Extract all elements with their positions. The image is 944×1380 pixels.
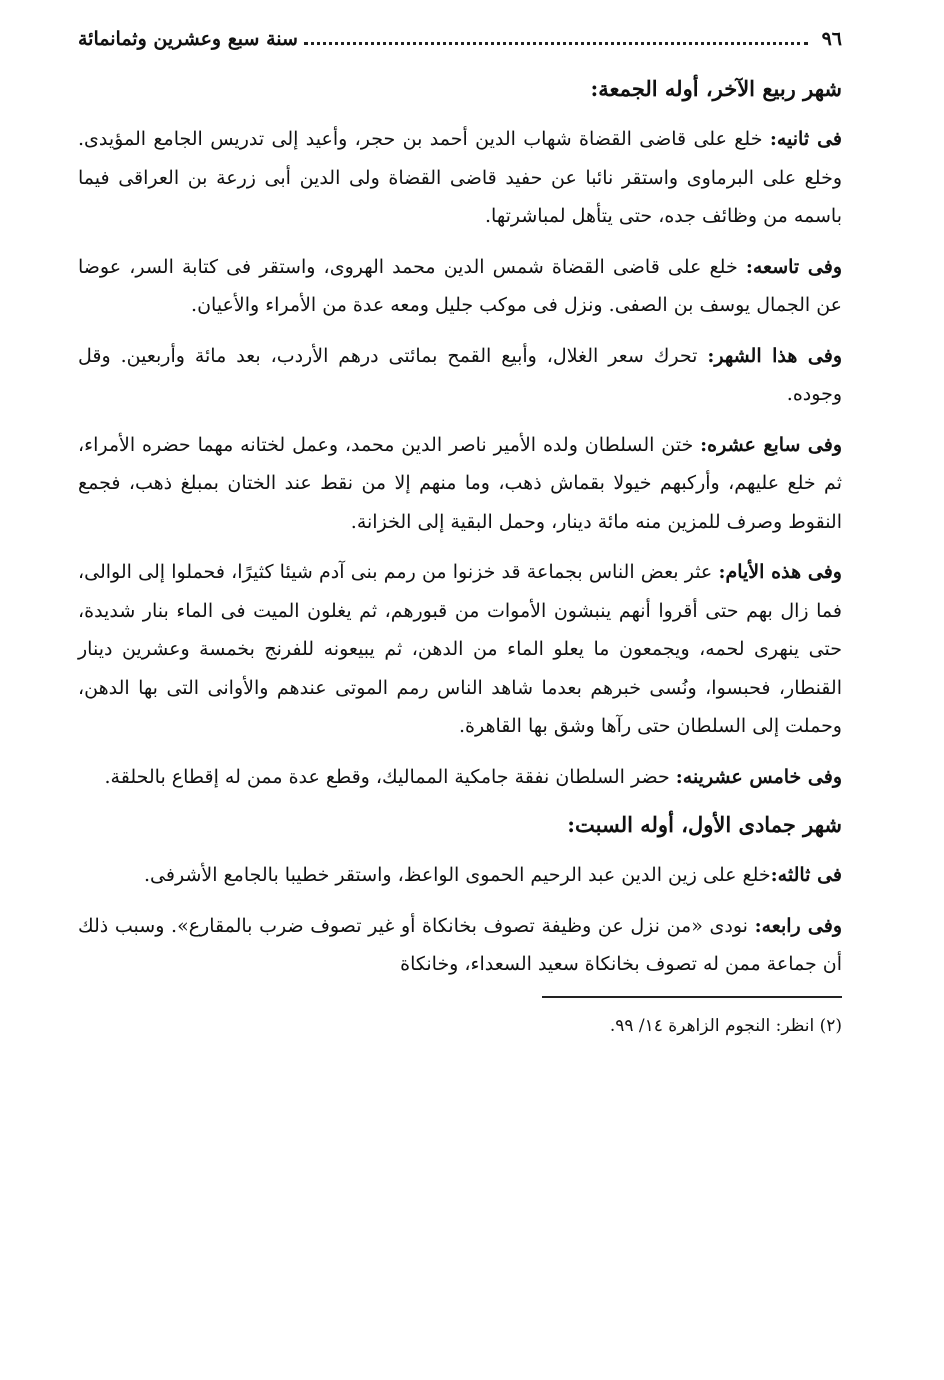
footnote: (٢) انظر: النجوم الزاهرة ١٤/ ٩٩.: [609, 1015, 842, 1036]
month-heading: شهر ربيع الآخر، أوله الجمعة:: [590, 76, 842, 101]
section-jumada-al-awwal: [78, 808, 842, 984]
entry-lead: وفى خامس عشرينه:: [675, 765, 842, 788]
entry-text: تحرك سعر الغلال، وأبيع القمح بمائتى درهم الأردب، بعد مائة وأربعين. وقل وجوده.: [78, 344, 842, 405]
entry: [78, 758, 842, 797]
entry-lead: فى ثالثه:: [770, 864, 842, 886]
entry: [78, 426, 842, 542]
entry-lead: وفى سابع عشره:: [700, 433, 842, 456]
entry: [78, 553, 842, 746]
running-title: سنة سبع وعشرين وثمانمائة: [78, 28, 298, 50]
month-heading: شهر جمادى الأول، أوله السبت:: [567, 812, 842, 837]
entry-text: نودى «من نزل عن وظيفة تصوف بخانكاة أو غير تصوف ضرب بالمقارع». وسبب ذلك أن جماعة ممن له تصوف بخانكاة سعيد السعداء، وخانكاة: [78, 914, 842, 975]
entry: [78, 856, 842, 895]
running-header: [78, 28, 842, 68]
entry-lead: وفى هذه الأيام:: [718, 561, 842, 583]
entry: [78, 248, 842, 325]
book-page: [78, 28, 842, 1348]
entry: [78, 337, 842, 414]
section-rabi-al-akhir: [78, 72, 842, 796]
entry-text: ختن السلطان ولده الأمير ناصر الدين محمد، وعمل لختانه مهما حضره الأمراء، ثم خلع عليهم، وأركبهم خيولا بقماش ذهب، وما منهم إلا من نقط عند الختان بمبلغ ذهب، فجمع النقوط وصرف للمزين منه مائة دينار، وحمل البقية إلى الخزانة.: [78, 433, 842, 533]
footnote-divider: [542, 996, 842, 998]
entry-text: خلع على قاضى القضاة شهاب الدين أحمد بن حجر، وأعيد إلى تدريس الجامع المؤيدى. وخلع على البرماوى واستقر نائبا عن حفيد قاضى القضاة ولى الدين أبى زرعة بن العراقى فيما باسمه من وظائف جده، حتى يتأهل لمباشرتها.: [78, 128, 842, 227]
dotted-leader: [304, 42, 808, 45]
entry: [78, 120, 842, 236]
entry: [78, 907, 842, 984]
page-number: ٩٦: [821, 28, 842, 50]
entry-text: حضر السلطان نفقة جامكية المماليك، وقطع عدة ممن له إقطاع بالحلقة.: [104, 765, 676, 788]
entry-text: خلع على قاضى القضاة شمس الدين محمد الهروى، واستقر فى كتابة السر، عوضا عن الجمال يوسف بن الصفى. ونزل فى موكب جليل ومعه عدة من الأمراء والأعيان.: [78, 255, 842, 316]
entry-lead: فى ثانيه:: [769, 128, 842, 150]
entry-text: خلع على زين الدين عبد الرحيم الحموى الواعظ، واستقر خطيبا بالجامع الأشرفى.: [144, 864, 771, 886]
entry-text: عثر بعض الناس بجماعة قد خزنوا من رمم بنى آدم شيئا كثيرًا، فحملوا إلى الوالى، فما زال بهم حتى أقروا أنهم ينبشون الأموات من قبورهم، ثم يغلون الميت فى الماء بنار شديدة، حتى ينهرى لحمه، ويجمعون ما يعلو الماء من الدهن، ثم يبيعونه للفرنج بخمسة وعشرين دينار القنطار، فحبسوا، ونُسى خبرهم بعدما شاهد الناس رمم الموتى عندهم والأوانى التى بها الدهن، وحملت إلى السلطان حتى رآها وشق بها القاهرة.: [78, 561, 842, 737]
entry-lead: وفى تاسعه:: [745, 255, 842, 278]
entry-lead: وفى رابعه:: [754, 914, 842, 937]
entry-lead: وفى هذا الشهر:: [707, 344, 843, 367]
